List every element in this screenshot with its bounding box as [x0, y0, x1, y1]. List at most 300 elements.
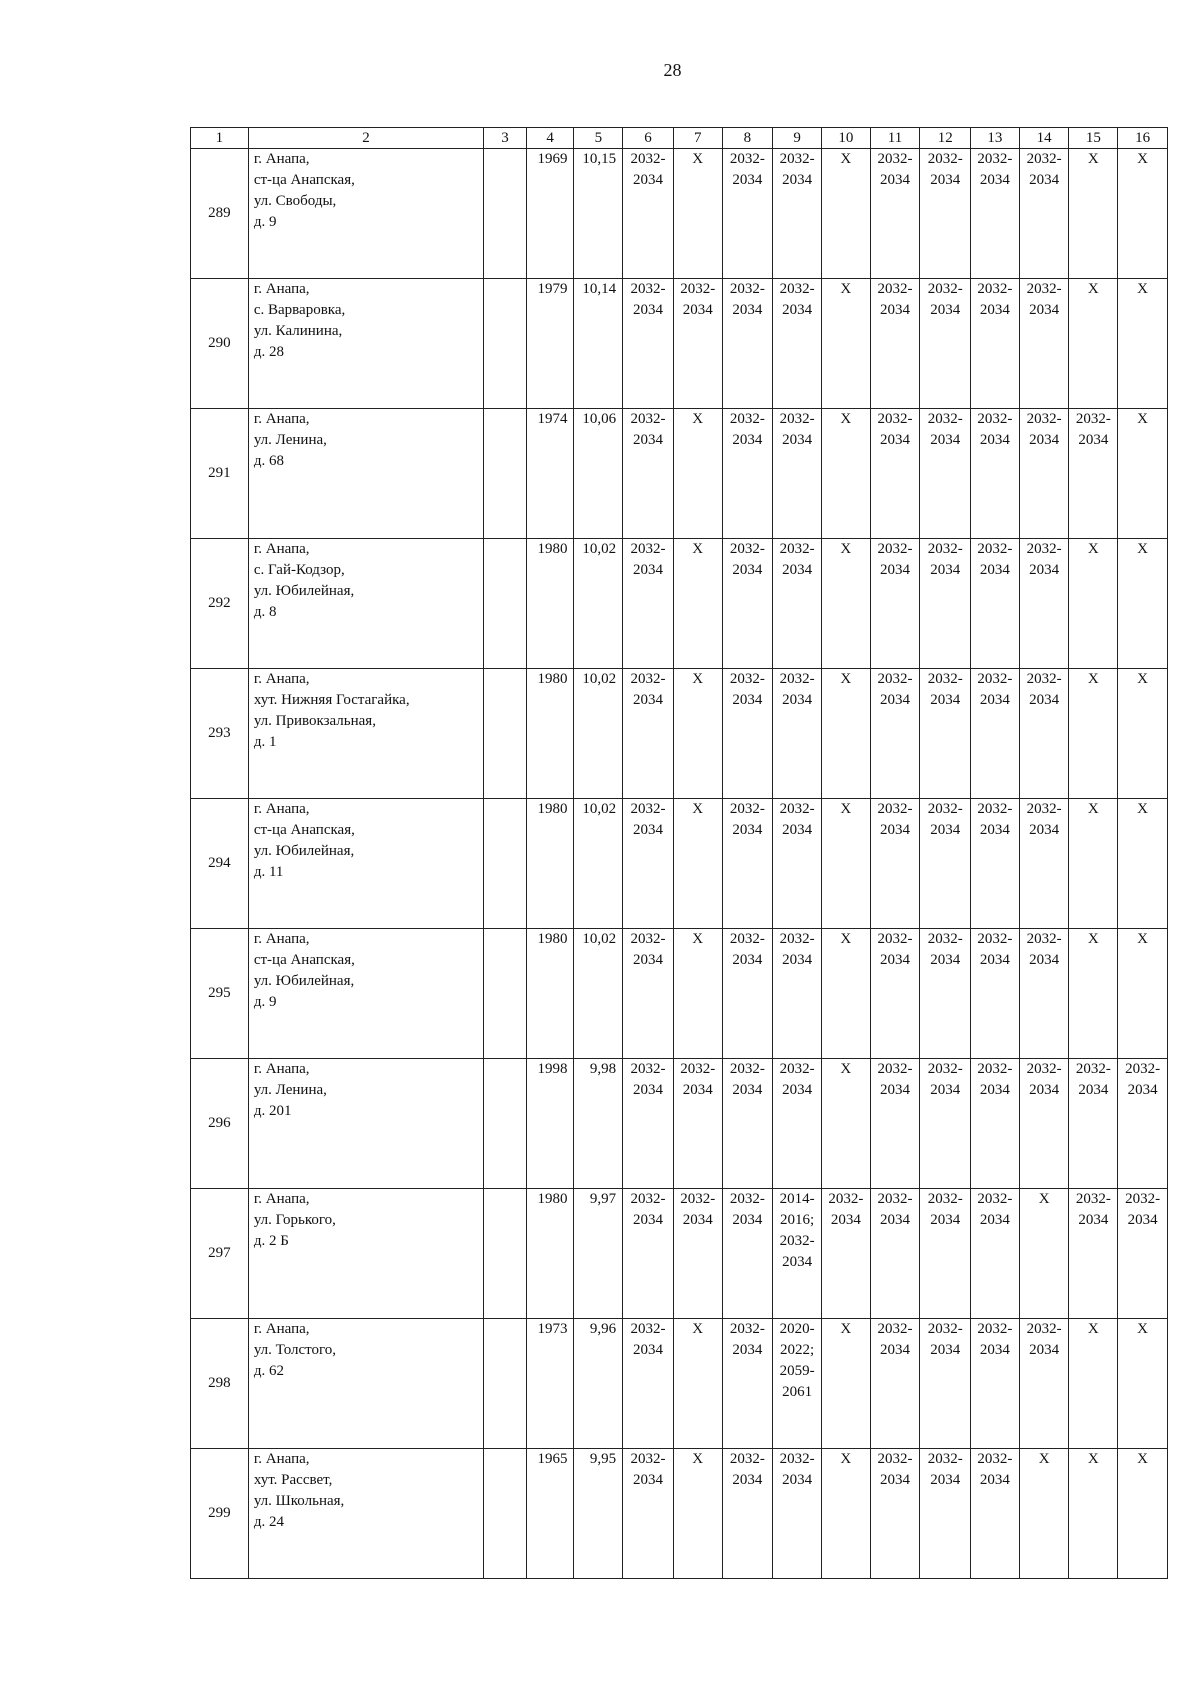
period-cell-col-12	[920, 279, 971, 409]
period-cell-col-7	[673, 279, 722, 409]
period-line: 2034	[880, 302, 910, 318]
period-line: 2034	[782, 1254, 813, 1270]
period-line: 2032-	[680, 281, 716, 297]
period-line: X	[1038, 1451, 1050, 1467]
table-row	[191, 929, 1168, 1059]
column-3-cell	[484, 279, 527, 409]
period-cell-col-12	[920, 1449, 971, 1579]
period-line: 2034	[782, 172, 813, 188]
address-line: с. Гай-Кодзор,	[253, 562, 345, 578]
period-line: 2032-	[729, 671, 765, 687]
address-line: г. Анапа,	[253, 1191, 310, 1207]
address-line: ул. Привокзальная,	[253, 713, 376, 729]
period-cell-col-16	[1118, 799, 1168, 929]
column-header-4: 4	[526, 128, 574, 149]
period-cell-col-11	[870, 279, 920, 409]
period-cell-col-13	[971, 929, 1020, 1059]
table-row	[191, 279, 1168, 409]
column-header-16: 16	[1118, 128, 1168, 149]
period-cell-col-14	[1019, 1189, 1069, 1319]
period-line: 2034	[1127, 1212, 1158, 1228]
period-line: 2020-	[779, 1321, 815, 1337]
period-line: 2034	[782, 432, 813, 448]
column-header-11: 11	[870, 128, 920, 149]
period-line: 2032-	[977, 541, 1013, 557]
period-line: X	[692, 1451, 704, 1467]
period-line: 2032-	[779, 281, 815, 297]
period-line: 2032-	[828, 1191, 864, 1207]
column-3-cell	[484, 1059, 527, 1189]
period-cell-col-15	[1069, 929, 1118, 1059]
period-line: 2034	[930, 1082, 961, 1098]
period-line: 2034	[782, 692, 813, 708]
period-cell-col-6	[623, 409, 674, 539]
period-line: 2034	[880, 1342, 910, 1358]
address-line: ул. Толстого,	[253, 1342, 337, 1358]
period-line: 2032-	[1026, 1321, 1062, 1337]
period-cell-col-7	[673, 149, 722, 279]
period-cell-col-15	[1069, 149, 1118, 279]
period-line: X	[840, 281, 852, 297]
column-3-cell	[484, 539, 527, 669]
value-cell: 10,14	[574, 279, 623, 409]
period-line: X	[840, 801, 852, 817]
period-cell-col-10	[821, 409, 870, 539]
period-cell-col-14	[1019, 669, 1069, 799]
period-line: X	[692, 411, 704, 427]
period-cell-col-16	[1118, 1059, 1168, 1189]
period-cell-col-6	[623, 799, 674, 929]
period-cell-col-11	[870, 1319, 920, 1449]
address-cell	[248, 1059, 483, 1189]
period-line: 2034	[732, 172, 763, 188]
period-line: 2032-	[779, 931, 815, 947]
period-line: 2034	[930, 302, 961, 318]
period-cell-col-14	[1019, 1319, 1069, 1449]
period-line: 2034	[732, 562, 763, 578]
period-line: 2034	[732, 822, 763, 838]
period-cell-col-10	[821, 669, 870, 799]
period-line: 2034	[930, 1472, 961, 1488]
period-line: X	[1137, 1451, 1148, 1467]
period-line: 2014-	[779, 1191, 815, 1207]
period-cell-col-12	[920, 539, 971, 669]
period-cell-col-13	[971, 1319, 1020, 1449]
period-line: 2032-	[729, 1451, 765, 1467]
period-line: 2022;	[780, 1342, 815, 1358]
period-line: 2034	[979, 172, 1010, 188]
period-line: 2034	[930, 1212, 961, 1228]
period-cell-col-10	[821, 799, 870, 929]
period-cell-col-14	[1019, 539, 1069, 669]
address-cell	[248, 539, 483, 669]
period-cell-col-15	[1069, 669, 1118, 799]
column-3-cell	[484, 149, 527, 279]
address-line: г. Анапа,	[253, 541, 310, 557]
address-line: г. Анапа,	[253, 931, 310, 947]
period-line: 2034	[979, 562, 1010, 578]
period-line: X	[1087, 671, 1099, 687]
period-line: X	[1087, 1321, 1099, 1337]
period-line: X	[840, 411, 852, 427]
address-line: д. 11	[253, 864, 284, 880]
address-line: ул. Горького,	[253, 1212, 336, 1228]
period-line: 2034	[782, 952, 813, 968]
period-cell-col-9	[773, 539, 822, 669]
period-line: 2032-	[877, 281, 913, 297]
period-line: 2034	[633, 1472, 664, 1488]
period-line: 2032-	[877, 671, 913, 687]
period-cell-col-9	[773, 1449, 822, 1579]
period-cell-col-11	[870, 539, 920, 669]
period-cell-col-7	[673, 1319, 722, 1449]
period-line: 2034	[979, 1472, 1010, 1488]
column-3-cell	[484, 409, 527, 539]
period-line: 2034	[979, 432, 1010, 448]
period-line: 2032-	[1026, 411, 1062, 427]
period-line: 2032-	[977, 1191, 1013, 1207]
period-line: 2032-	[927, 281, 963, 297]
table-row	[191, 799, 1168, 929]
period-line: 2034	[1029, 562, 1060, 578]
column-3-cell	[484, 929, 527, 1059]
period-line: 2032-	[729, 1321, 765, 1337]
period-line: 2032-	[927, 1191, 963, 1207]
period-line: 2034	[732, 952, 763, 968]
period-cell-col-15	[1069, 799, 1118, 929]
period-line: X	[1137, 1321, 1148, 1337]
period-line: 2034	[930, 1342, 961, 1358]
period-cell-col-15	[1069, 409, 1118, 539]
address-line: д. 28	[253, 344, 284, 360]
row-number: 295	[191, 929, 249, 1059]
column-header-6: 6	[623, 128, 674, 149]
value-cell: 9,95	[574, 1449, 623, 1579]
address-cell	[248, 1449, 483, 1579]
period-line: 2034	[880, 432, 910, 448]
period-cell-col-15	[1069, 1449, 1118, 1579]
period-line: 2032-	[779, 1061, 815, 1077]
period-line: 2032-	[1026, 151, 1062, 167]
period-line: 2034	[782, 1472, 813, 1488]
period-line: 2034	[1078, 1082, 1109, 1098]
value-cell: 9,98	[574, 1059, 623, 1189]
period-cell-col-8	[722, 279, 773, 409]
period-cell-col-6	[623, 539, 674, 669]
period-line: 2032-	[977, 281, 1013, 297]
period-line: X	[1087, 801, 1099, 817]
period-line: 2032-	[779, 801, 815, 817]
period-line: 2034	[979, 692, 1010, 708]
period-line: 2034	[732, 302, 763, 318]
period-line: 2034	[732, 1472, 763, 1488]
address-line: с. Варваровка,	[253, 302, 346, 318]
period-line: X	[1087, 1451, 1099, 1467]
period-cell-col-7	[673, 409, 722, 539]
period-line: 2032-	[729, 151, 765, 167]
period-line: 2032-	[729, 801, 765, 817]
period-cell-col-13	[971, 279, 1020, 409]
period-cell-col-10	[821, 929, 870, 1059]
period-line: 2032-	[877, 151, 913, 167]
period-line: 2032-	[1026, 541, 1062, 557]
period-line: 2032-	[1075, 1191, 1111, 1207]
period-line: 2032-	[630, 931, 666, 947]
period-cell-col-13	[971, 409, 1020, 539]
period-line: 2032-	[779, 541, 815, 557]
period-line: 2032-	[630, 281, 666, 297]
period-cell-col-9	[773, 279, 822, 409]
period-cell-col-12	[920, 669, 971, 799]
period-line: 2034	[1029, 1342, 1060, 1358]
period-cell-col-14	[1019, 1059, 1069, 1189]
period-line: 2034	[1029, 1082, 1060, 1098]
period-line: 2032-	[1075, 1061, 1111, 1077]
column-header-2: 2	[248, 128, 483, 149]
period-line: X	[1137, 931, 1148, 947]
value-cell: 9,97	[574, 1189, 623, 1319]
period-line: 2032-	[877, 1321, 913, 1337]
period-line: 2034	[979, 1082, 1010, 1098]
period-line: 2059-	[779, 1363, 815, 1379]
period-line: 2032-	[977, 411, 1013, 427]
period-line: 2034	[1078, 1212, 1109, 1228]
address-cell	[248, 1189, 483, 1319]
period-cell-col-9	[773, 929, 822, 1059]
period-line: 2034	[732, 432, 763, 448]
period-line: 2032-	[927, 1451, 963, 1467]
period-line: 2032-	[977, 671, 1013, 687]
period-cell-col-10	[821, 1319, 870, 1449]
period-cell-col-9	[773, 1059, 822, 1189]
period-line: 2034	[732, 1082, 763, 1098]
period-cell-col-9	[773, 799, 822, 929]
period-line: X	[1087, 541, 1099, 557]
period-cell-col-11	[870, 1189, 920, 1319]
period-cell-col-6	[623, 1319, 674, 1449]
period-line: 2032-	[729, 931, 765, 947]
period-cell-col-8	[722, 669, 773, 799]
period-line: X	[1137, 281, 1148, 297]
period-line: 2032-	[1026, 1061, 1062, 1077]
period-cell-col-10	[821, 1059, 870, 1189]
period-cell-col-12	[920, 1189, 971, 1319]
period-cell-col-16	[1118, 669, 1168, 799]
period-cell-col-9	[773, 669, 822, 799]
period-line: X	[1038, 1191, 1050, 1207]
period-cell-col-13	[971, 1449, 1020, 1579]
address-line: д. 2 Б	[253, 1233, 289, 1249]
period-line: X	[1087, 931, 1099, 947]
period-cell-col-15	[1069, 1059, 1118, 1189]
period-cell-col-8	[722, 149, 773, 279]
period-line: 2032-	[927, 411, 963, 427]
period-cell-col-8	[722, 799, 773, 929]
period-cell-col-15	[1069, 1319, 1118, 1449]
period-line: 2034	[880, 692, 910, 708]
period-cell-col-15	[1069, 539, 1118, 669]
period-line: 2032-	[779, 671, 815, 687]
period-line: X	[692, 671, 704, 687]
table-row	[191, 1319, 1168, 1449]
period-line: 2032-	[977, 1451, 1013, 1467]
period-cell-col-8	[722, 409, 773, 539]
period-cell-col-9	[773, 1319, 822, 1449]
column-3-cell	[484, 1319, 527, 1449]
period-line: X	[1137, 541, 1148, 557]
period-cell-col-8	[722, 1189, 773, 1319]
period-line: 2032-	[1026, 281, 1062, 297]
period-line: 2034	[1029, 432, 1060, 448]
address-line: д. 201	[253, 1103, 292, 1119]
period-line: 2032-	[729, 281, 765, 297]
period-cell-col-9	[773, 409, 822, 539]
address-line: д. 24	[253, 1514, 284, 1530]
year-cell: 1965	[526, 1449, 574, 1579]
period-line: 2034	[633, 1342, 664, 1358]
period-cell-col-14	[1019, 929, 1069, 1059]
address-line: г. Анапа,	[253, 671, 310, 687]
address-line: ул. Юбилейная,	[253, 973, 355, 989]
year-cell: 1969	[526, 149, 574, 279]
address-line: г. Анапа,	[253, 151, 310, 167]
address-cell	[248, 929, 483, 1059]
period-line: 2034	[880, 1472, 910, 1488]
period-line: 2034	[682, 302, 713, 318]
period-line: 2032-	[977, 1321, 1013, 1337]
period-line: 2034	[1127, 1082, 1158, 1098]
address-line: д. 62	[253, 1363, 284, 1379]
period-cell-col-13	[971, 1189, 1020, 1319]
period-line: 2034	[979, 952, 1010, 968]
table-row	[191, 409, 1168, 539]
address-line: ул. Ленина,	[253, 432, 327, 448]
address-line: ул. Юбилейная,	[253, 583, 355, 599]
period-cell-col-13	[971, 539, 1020, 669]
header-row	[191, 128, 1168, 149]
period-line: 2034	[782, 302, 813, 318]
address-line: хут. Рассвет,	[253, 1472, 333, 1488]
period-line: 2032-	[630, 1191, 666, 1207]
period-line: 2034	[682, 1082, 713, 1098]
column-3-cell	[484, 799, 527, 929]
period-cell-col-7	[673, 1059, 722, 1189]
page-number: 28	[663, 60, 682, 80]
period-line: 2032-	[877, 931, 913, 947]
year-cell: 1974	[526, 409, 574, 539]
period-line: 2034	[930, 822, 961, 838]
period-line: 2032-	[1026, 931, 1062, 947]
period-line: 2034	[633, 302, 664, 318]
address-line: ул. Школьная,	[253, 1493, 345, 1509]
period-cell-col-8	[722, 929, 773, 1059]
column-header-3: 3	[484, 128, 527, 149]
period-cell-col-8	[722, 1449, 773, 1579]
address-line: г. Анапа,	[253, 801, 310, 817]
period-line: 2032-	[927, 931, 963, 947]
period-cell-col-6	[623, 929, 674, 1059]
period-line: X	[840, 1451, 852, 1467]
period-line: X	[692, 931, 704, 947]
year-cell: 1980	[526, 799, 574, 929]
row-number: 290	[191, 279, 249, 409]
table-row	[191, 1059, 1168, 1189]
period-cell-col-7	[673, 929, 722, 1059]
address-cell	[248, 1319, 483, 1449]
period-line: 2032-	[877, 1061, 913, 1077]
period-cell-col-12	[920, 1059, 971, 1189]
period-line: 2034	[1029, 822, 1060, 838]
period-cell-col-9	[773, 149, 822, 279]
period-cell-col-13	[971, 669, 1020, 799]
period-line: 2034	[1078, 432, 1109, 448]
period-line: 2032-	[729, 1061, 765, 1077]
period-cell-col-11	[870, 149, 920, 279]
row-number: 293	[191, 669, 249, 799]
period-line: 2034	[1029, 302, 1060, 318]
period-line: 2032-	[630, 411, 666, 427]
address-line: г. Анапа,	[253, 1451, 310, 1467]
year-cell: 1998	[526, 1059, 574, 1189]
period-line: 2034	[633, 822, 664, 838]
period-line: 2032-	[877, 411, 913, 427]
period-cell-col-12	[920, 799, 971, 929]
address-line: ст-ца Анапская,	[253, 822, 355, 838]
address-line: д. 9	[253, 994, 277, 1010]
address-cell	[248, 279, 483, 409]
period-line: 2032-	[877, 1451, 913, 1467]
period-line: 2032-	[927, 801, 963, 817]
value-cell: 9,96	[574, 1319, 623, 1449]
period-line: 2034	[930, 432, 961, 448]
period-cell-col-8	[722, 1059, 773, 1189]
period-line: 2034	[633, 172, 664, 188]
period-line: 2032-	[877, 541, 913, 557]
period-line: 2034	[732, 1342, 763, 1358]
period-line: 2034	[979, 822, 1010, 838]
period-line: X	[1137, 151, 1148, 167]
period-line: X	[1137, 411, 1148, 427]
period-cell-col-9	[773, 1189, 822, 1319]
period-cell-col-16	[1118, 279, 1168, 409]
period-cell-col-6	[623, 279, 674, 409]
period-line: 2034	[633, 432, 664, 448]
value-cell: 10,02	[574, 539, 623, 669]
row-number: 292	[191, 539, 249, 669]
address-cell	[248, 149, 483, 279]
period-line: X	[692, 151, 704, 167]
period-cell-col-14	[1019, 409, 1069, 539]
period-line: 2032-	[779, 1451, 815, 1467]
period-cell-col-6	[623, 1449, 674, 1579]
value-cell: 10,15	[574, 149, 623, 279]
period-cell-col-10	[821, 1449, 870, 1579]
period-line: 2032-	[630, 541, 666, 557]
repair-schedule-table	[190, 127, 1168, 1579]
period-line: 2034	[1029, 692, 1060, 708]
period-line: 2034	[880, 952, 910, 968]
period-line: 2032-	[680, 1061, 716, 1077]
period-cell-col-8	[722, 539, 773, 669]
address-line: ул. Юбилейная,	[253, 843, 355, 859]
period-line: 2032-	[630, 801, 666, 817]
period-line: 2034	[782, 562, 813, 578]
table-row	[191, 149, 1168, 279]
address-line: ул. Ленина,	[253, 1082, 327, 1098]
period-line: 2034	[633, 562, 664, 578]
period-line: 2032-	[927, 1321, 963, 1337]
period-cell-col-16	[1118, 1189, 1168, 1319]
